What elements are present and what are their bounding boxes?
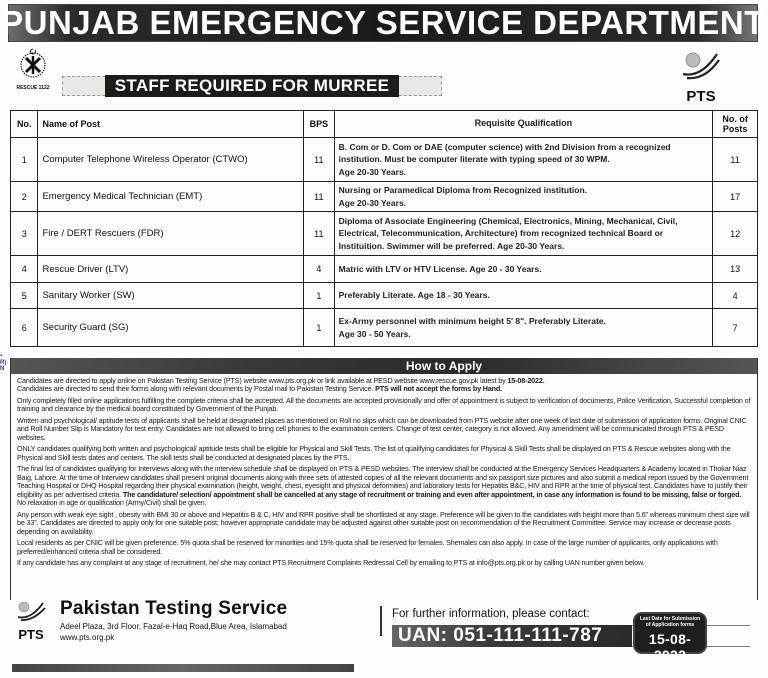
- row-bps: 11: [304, 182, 335, 212]
- instruction-text: No relaxation in age or qualification (Army/Civil) shall be given.: [17, 498, 207, 508]
- row-qualification: [334, 283, 713, 309]
- row-no: 1: [11, 138, 38, 182]
- pts-logo: [676, 50, 726, 105]
- row-post-count: 11: [713, 138, 758, 182]
- cancellation-warning: The candidature/ selection/ appointment shall be cancelled at any stage of recruitment or training and even after appointment, in case any information is found to be missing, false or forged.: [122, 489, 742, 499]
- row-post-count: 13: [713, 256, 758, 283]
- pts-logo-icon: [679, 50, 723, 82]
- main-banner: [1, 4, 765, 42]
- qualification-line: Nursing or Paramedical Diploma from Recognized institution.: [338, 185, 588, 196]
- qualification-line: Age 20-30 Years.: [338, 197, 407, 208]
- deadline-inline: 15-08-2022.: [507, 376, 545, 385]
- col-header-bps: BPS: [304, 111, 335, 138]
- qualification-line: Ex-Army personnel with minimum height 5' 8". Preferably Literate.: [338, 316, 606, 327]
- no-hand-forms-note: PTS will not accept the forms by Hand.: [375, 384, 502, 394]
- row-post-name: Emergency Medical Technician (EMT): [38, 182, 304, 212]
- row-qualification: [334, 138, 713, 182]
- qualification-line: Age 30 - 50 Years.: [338, 328, 411, 339]
- row-bps: 1: [304, 283, 335, 309]
- row-post-count: 12: [713, 212, 758, 256]
- instruction-text: Candidates are directed to send their forms along with relevant documents by Postal mail to Pakistan Testing Service.: [17, 384, 376, 394]
- row-post-count: 4: [713, 283, 758, 309]
- qualification-line: Instituition. Swimmer will be preferred. Age 20-30 Years.: [338, 240, 565, 251]
- rescue-logo: [16, 46, 50, 98]
- row-no: 4: [11, 256, 38, 283]
- qualification-line: institution. Must be computer literate with typing speed of 30 WPM.: [338, 154, 610, 165]
- rescue-logo-caption: RESCUE 1122: [16, 85, 50, 91]
- qualification-line: B. Com or D. Com or DAE (computer science) with 2nd Division from a recognized: [338, 142, 671, 153]
- instruction-text: The final list of candidates qualifying for Interviews along with the interview schedule shall be displayed on PTS & PESD websites. The interview shall be conducted at the Emergency Services Headquarters & Academy located in Thokar Niaz Baig, Lahore. At the time of Interview candidates shall present original documents along with three sets of attested copies of all the relevant documents and six passport size pictures and also submit a medical report issued by the Government Teaching Hospital or DHQ Hospital regarding their physical examination (height, weight, chest, eyesight and physical deformities) and laboratory tests for Hepatitis B&C, HIV and RPR at the time of physical test. Candidates have to justify their eligibility as per advertised criteria.: [17, 464, 749, 499]
- footer-pts-logo: [14, 600, 48, 642]
- org-website-link[interactable]: www.pts.org.pk: [60, 633, 115, 642]
- table-row: [11, 283, 758, 309]
- row-post-name: Rescue Driver (LTV): [38, 256, 304, 283]
- table-row: [11, 256, 758, 283]
- instruction-paragraph: [11, 465, 757, 507]
- instruction-text: Candidates are directed to apply online on Pakistan Testing Service (PTS) website www.pts.org.pk or link available at PESD website www.rescue.gov.pk latest by: [17, 376, 508, 385]
- row-bps: 1: [304, 309, 335, 347]
- how-to-apply-header: [11, 358, 757, 374]
- contact-label: For further information, please contact:: [392, 608, 590, 620]
- col-header-posts: No. of Posts: [713, 111, 758, 138]
- row-no: 3: [11, 212, 38, 256]
- row-qualification: [334, 309, 713, 347]
- how-to-apply-section: [10, 358, 758, 600]
- qualification-line: Matric with LTV or HTV License. Age 20 - 30 Years.: [338, 263, 542, 274]
- pts-logo-icon: [15, 600, 47, 622]
- uan-number: UAN: 051-111-111-787: [398, 625, 603, 646]
- subtitle-banner: [62, 76, 442, 96]
- org-address: Adeel Plaza, 3rd Floor, Fazal-e-Haq Road,Blue Area, Islamabad: [60, 622, 287, 631]
- row-post-count: 17: [713, 182, 758, 212]
- instruction-paragraph: ONLY candidates qualifying both written and psychological/ aptitude tests shall be eligible for Physical and Skill Tests. The list of qualifying candidates for Physical & Skill Tests shall be displayed on PTS & Rescue websites along with the Physical and Skill tests dates and centers. The skill tests shall be conducted at designated places by the PTS.: [17, 444, 731, 462]
- qualification-line: Electrical, Telecommunication, Architecture) from recognized technical Board or: [338, 228, 664, 239]
- bottom-decorative-bar: [12, 664, 354, 672]
- row-no: 6: [11, 309, 38, 347]
- deadline-label: Last Date for Submission of Application forms: [639, 616, 701, 628]
- instruction-paragraph: If any candidate has any complaint at any stage of recruitment, he/ she may contact PTS Recruitment Complaints Redressal Cell by emailing to PTS at info@pts.org.pk or by calling UAN number given below.: [17, 558, 645, 568]
- table-row: [11, 138, 758, 182]
- instruction-paragraph: Written and psychological/ aptitude tests of applicants shall be held at designated places as mentioned on Roll no slips which can be downloaded from PTS website after one week of last date of submission of application forms. Original CNIC and Roll Number Slip is Mandatory for test entry. Candidates are not allowed to bring cell phones to the examination centers. Change of test center, category is not allowed. Any amendment will be communicated through PTS & PESD websites.: [17, 415, 747, 442]
- pts-logo-caption: PTS: [686, 88, 716, 105]
- deadline-badge: [633, 612, 707, 663]
- qualification-line: Age 20-30 Years.: [338, 166, 407, 177]
- instruction-paragraph: Local residents as per CNIC will be given preference. 5% quota shall be reserved for minorities and 15% quota shall be reserved for females. Shemales can also apply. In case of the large number of applicants, only applications with preferred/enhanced criteria shall be considered.: [17, 538, 718, 556]
- uan-bar: [392, 625, 632, 647]
- table-row: [11, 309, 758, 347]
- footer-logo-caption: PTS: [18, 627, 44, 642]
- posts-table: [10, 110, 758, 347]
- footer: [10, 598, 758, 663]
- qualification-line: Preferably Literate. Age 18 - 30 Years.: [338, 290, 490, 301]
- col-header-qualification: Requisite Qualification: [334, 111, 713, 138]
- table-header-row: [11, 111, 758, 138]
- row-bps: 4: [304, 256, 335, 283]
- row-post-count: 7: [713, 309, 758, 347]
- row-qualification: [334, 256, 713, 283]
- row-qualification: [334, 212, 713, 256]
- instruction-paragraph: [11, 377, 757, 394]
- org-name: Pakistan Testing Service: [60, 598, 288, 619]
- instruction-paragraph: Any person with weak eye sight , obesity with BMI 30 or above and Hepatitis B & C, HIV and RPR positive shall be shortlisted at any stage. Preference will be given to the candidates with height more than 5.6" whereas minimum chest size will be 33". Candidates are directed to apply only for one suitable post; however appropriate candidate may be adjusted against other suitable post on recommendation of the Recruitment Committee. Service may increase or decrease posts depending on availability.: [17, 509, 750, 536]
- how-to-apply-title: How to Apply: [405, 359, 483, 373]
- row-bps: 11: [304, 138, 335, 182]
- qualification-line: Diploma of Associate Engineering (Chemical, Electronics, Mining, Mechanical, Civil,: [338, 216, 678, 227]
- row-no: 5: [11, 283, 38, 309]
- instruction-paragraph: Only completely filled online applications fulfilling the complete criteria shall be accepted. All the documents are accepted provisionally and offer of appointment is subject to verification of documents, Police Verification, Successful completion of training and clearance by the medical board constituted by Government of the Punjab.: [17, 395, 751, 414]
- footer-divider: [380, 606, 382, 636]
- row-post-name: Sanitary Worker (SW): [38, 283, 304, 309]
- page-title: PUNJAB EMERGENCY SERVICE DEPARTMENT: [1, 4, 765, 41]
- deadline-date: 15-08-2022: [648, 630, 692, 663]
- row-qualification: [334, 182, 713, 212]
- rescue-1122-emblem-icon: [18, 46, 48, 84]
- row-bps: 11: [304, 212, 335, 256]
- row-post-name: Fire / DERT Rescuers (FDR): [38, 212, 304, 256]
- margin-ink-marks: ▪ R) N: [0, 353, 7, 373]
- row-post-name: Computer Telephone Wireless Operator (CTWO): [38, 138, 304, 182]
- col-header-name: Name of Post: [38, 111, 304, 138]
- table-row: [11, 182, 758, 212]
- page-subtitle: STAFF REQUIRED FOR MURREE: [105, 75, 399, 97]
- row-post-name: Security Guard (SG): [38, 309, 304, 347]
- table-row: [11, 212, 758, 256]
- row-no: 2: [11, 182, 38, 212]
- col-header-no: No.: [11, 111, 38, 138]
